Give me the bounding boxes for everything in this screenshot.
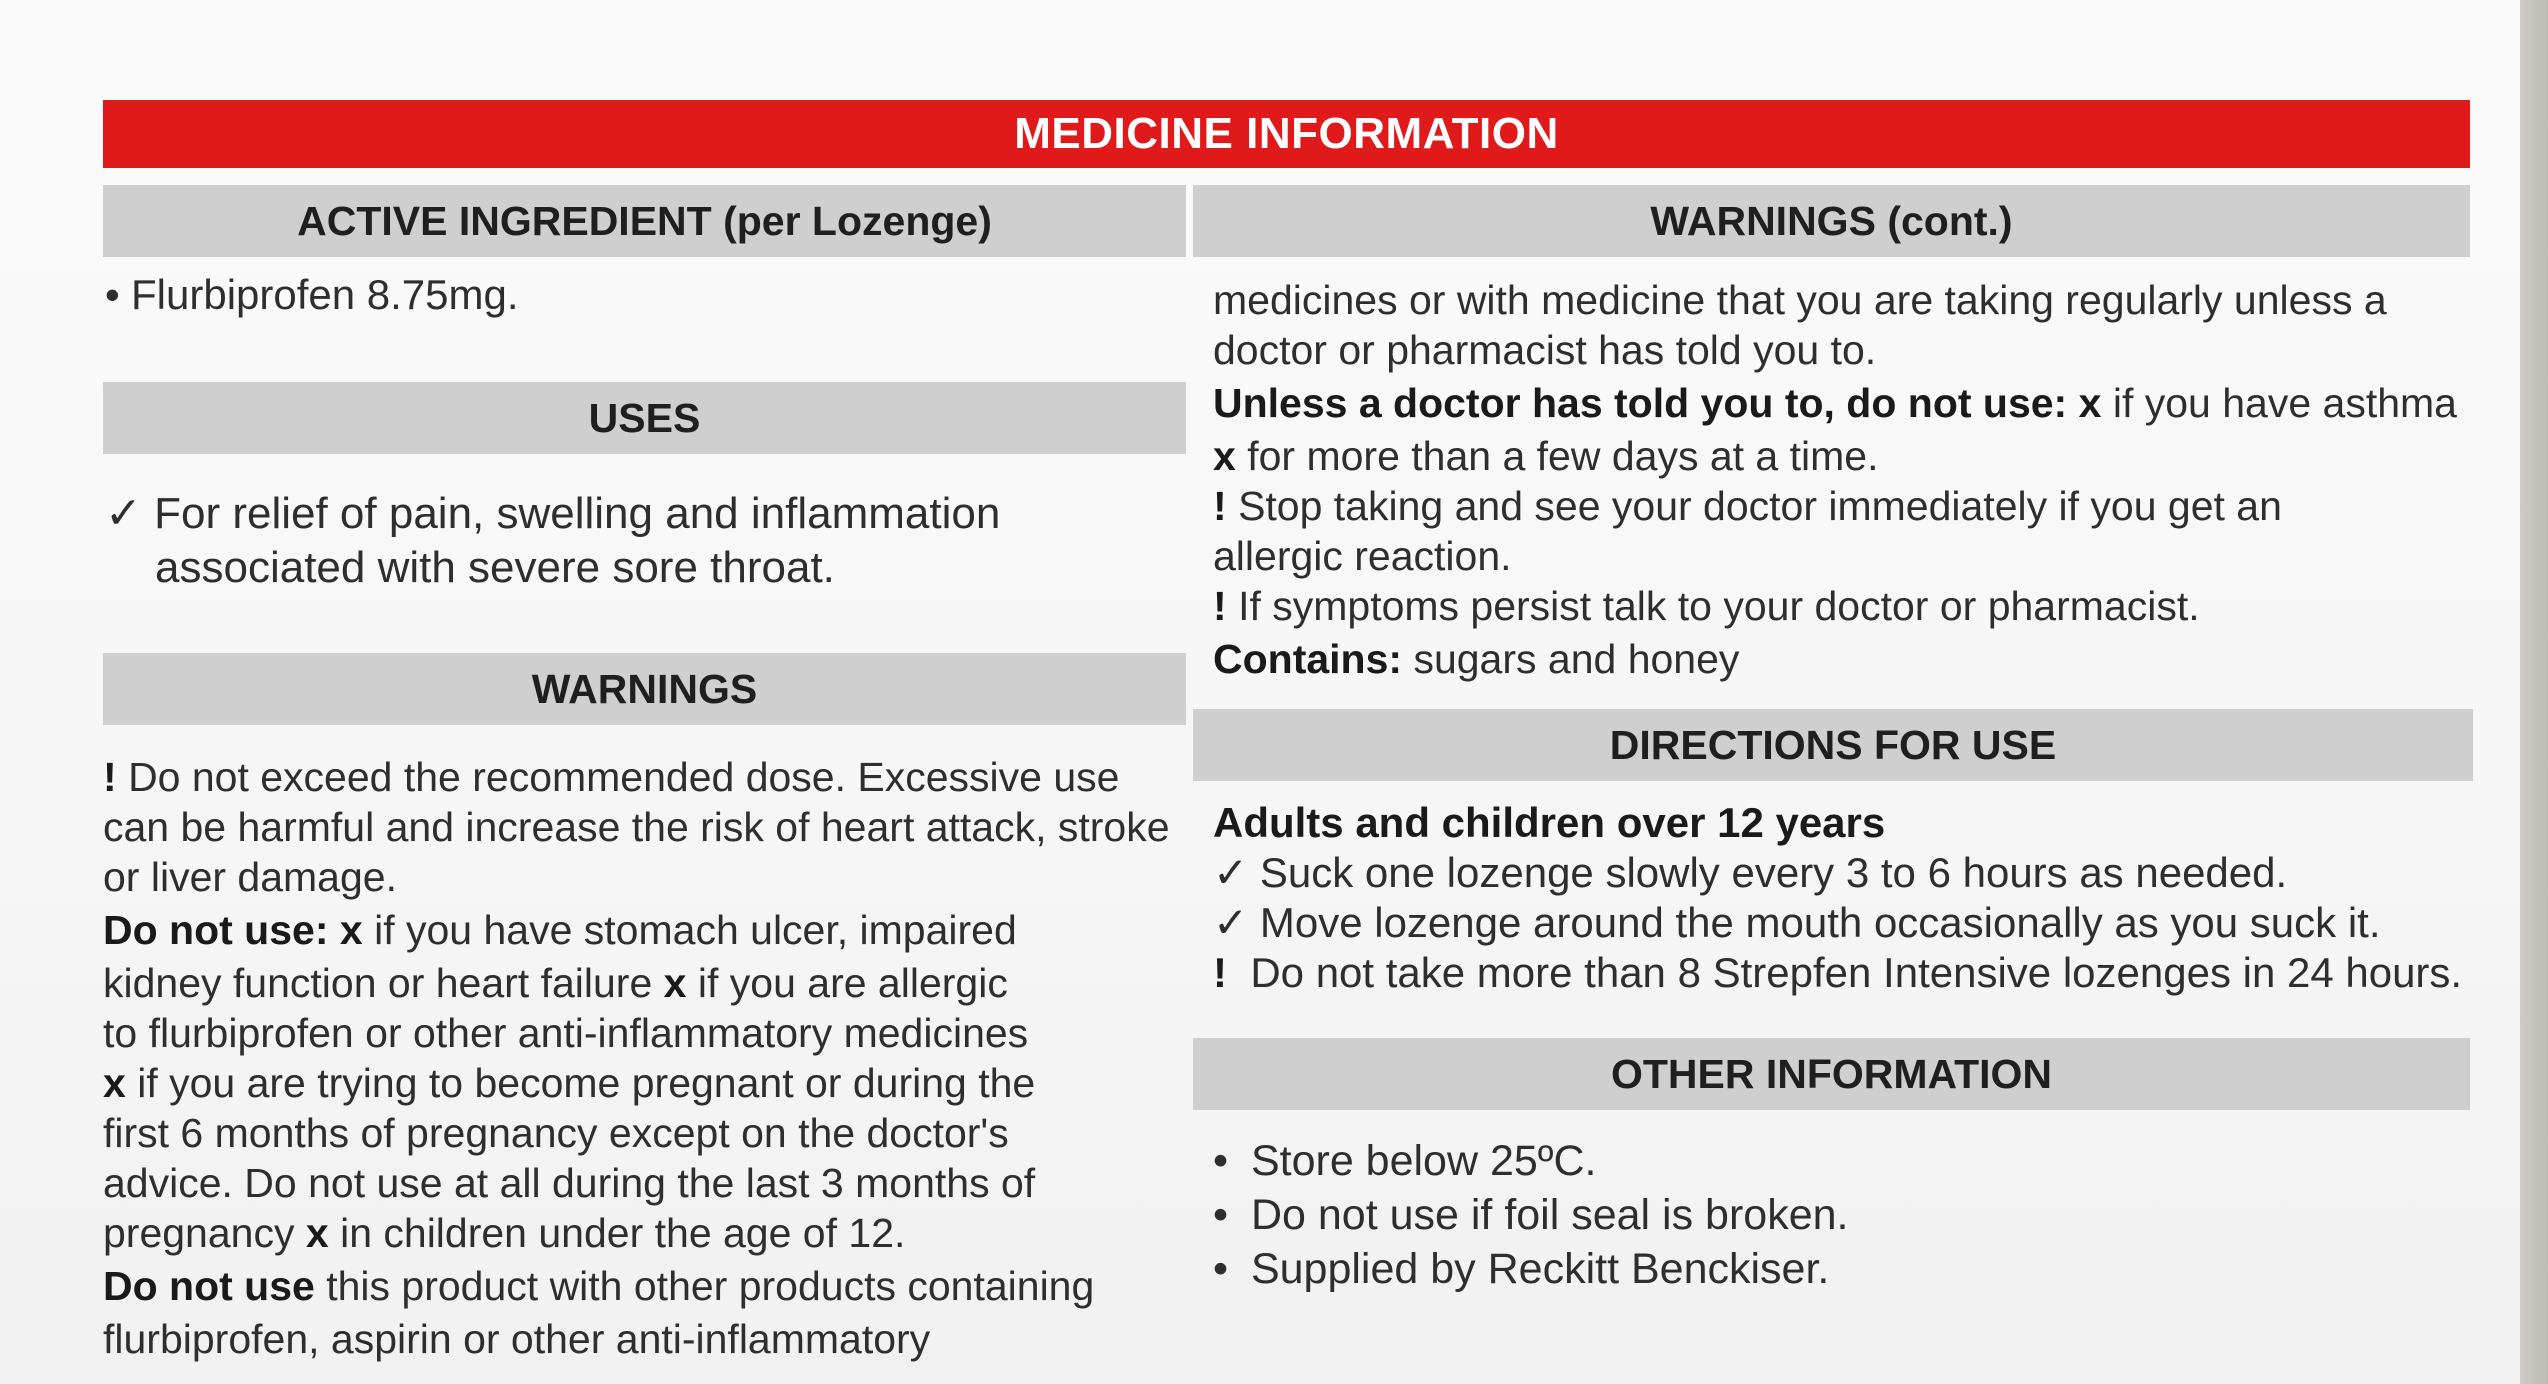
warnings-cont-line-6: allergic reaction. [1213, 533, 1512, 579]
banner-title: MEDICINE INFORMATION [103, 100, 2470, 168]
unless-doctor-label: Unless a doctor has told you to, do not use: [1213, 380, 2068, 426]
other-info-item-2: Do not use if foil seal is broken. [1250, 1191, 1849, 1239]
exclamation-icon: ! [1213, 583, 1227, 629]
exclamation-icon: ! [103, 754, 117, 800]
warnings-text [103, 752, 1170, 1364]
other-info-item [1213, 1242, 1829, 1296]
warnings-line-5b: if you are allergic [697, 960, 1008, 1006]
section-heading-active-ingredient: ACTIVE INGREDIENT (per Lozenge) [103, 185, 1186, 257]
uses-line-2: associated with severe sore throat. [155, 543, 835, 592]
bullet-icon: • [1213, 1245, 1229, 1293]
warnings-line-8: first 6 months of pregnancy except on the doctor's [103, 1110, 1009, 1156]
warnings-line-3: or liver damage. [103, 854, 397, 900]
cross-icon: x [103, 1060, 126, 1106]
cross-icon: x [2078, 380, 2102, 426]
cross-icon: x [663, 960, 687, 1006]
directions-item-3: Do not take more than 8 Strepfen Intensive lozenges in 24 hours. [1250, 949, 2463, 996]
warnings-cont-line-4: for more than a few days at a time. [1247, 433, 1879, 479]
do-not-use-label-2: Do not use [103, 1263, 315, 1309]
bullet-icon: • [1213, 1137, 1229, 1185]
warnings-line-1: Do not exceed the recommended dose. Excessive use [128, 754, 1120, 800]
active-ingredient-item [105, 270, 519, 320]
section-heading-uses: USES [103, 382, 1186, 454]
contains-label: Contains: [1213, 636, 1403, 682]
warnings-line-12: flurbiprofen, aspirin or other anti-inflammatory [103, 1316, 931, 1362]
package-edge [2520, 0, 2548, 1384]
check-icon: ✓ [105, 489, 142, 538]
warnings-line-7: if you are trying to become pregnant or during the [137, 1060, 1036, 1106]
directions-text [1213, 798, 2462, 998]
warnings-cont-line-5: Stop taking and see your doctor immediately if you get an [1238, 483, 2282, 529]
active-ingredient-text: Flurbiprofen 8.75mg. [131, 271, 519, 318]
warnings-line-5a: kidney function or heart failure [103, 960, 653, 1006]
warnings-line-4: if you have stomach ulcer, impaired [374, 907, 1017, 953]
do-not-use-label: Do not use: [103, 907, 329, 953]
bullet-icon: • [1213, 1191, 1229, 1239]
other-info-item-1: Store below 25ºC. [1250, 1137, 1597, 1185]
exclamation-icon: ! [1213, 949, 1227, 996]
uses-line-1: For relief of pain, swelling and inflammation [154, 489, 1001, 538]
other-info-item [1213, 1134, 1597, 1188]
other-info-item [1213, 1188, 1848, 1242]
contains-text: sugars and honey [1413, 636, 1740, 682]
directions-subheading: Adults and children over 12 years [1213, 799, 1886, 846]
warnings-line-10a: pregnancy [103, 1210, 295, 1256]
cross-icon: x [305, 1210, 329, 1256]
warnings-cont-line-1: medicines or with medicine that you are taking regularly unless a [1213, 277, 2387, 323]
warnings-line-11: this product with other products containing [326, 1263, 1095, 1309]
directions-item-1: Suck one lozenge slowly every 3 to 6 hours as needed. [1259, 849, 2288, 896]
cross-icon: x [339, 907, 363, 953]
warnings-line-9: advice. Do not use at all during the last 3 months of [103, 1160, 1036, 1206]
other-info-item-3: Supplied by Reckitt Benckiser. [1250, 1245, 1830, 1293]
section-heading-other-info: OTHER INFORMATION [1193, 1038, 2470, 1110]
directions-item-2: Move lozenge around the mouth occasionally as you suck it. [1259, 899, 2381, 946]
warnings-line-6: to flurbiprofen or other anti-inflammatory medicines [103, 1010, 1029, 1056]
check-icon: ✓ [1213, 899, 1249, 946]
bullet-icon: • [105, 271, 120, 318]
warnings-cont-line-3: if you have asthma [2112, 380, 2457, 426]
warnings-line-10b: in children under the age of 12. [340, 1210, 906, 1256]
section-heading-warnings: WARNINGS [103, 653, 1186, 725]
section-heading-warnings-cont: WARNINGS (cont.) [1193, 185, 2470, 257]
cross-icon: x [1213, 433, 1236, 479]
warnings-cont-text [1213, 275, 2457, 687]
uses-text [105, 487, 1000, 595]
warnings-cont-line-2: doctor or pharmacist has told you to. [1213, 327, 1877, 373]
check-icon: ✓ [1213, 849, 1249, 896]
warnings-line-2: can be harmful and increase the risk of heart attack, stroke [103, 804, 1170, 850]
section-heading-directions: DIRECTIONS FOR USE [1193, 709, 2473, 781]
exclamation-icon: ! [1213, 483, 1227, 529]
warnings-cont-line-7: If symptoms persist talk to your doctor or pharmacist. [1238, 583, 2200, 629]
